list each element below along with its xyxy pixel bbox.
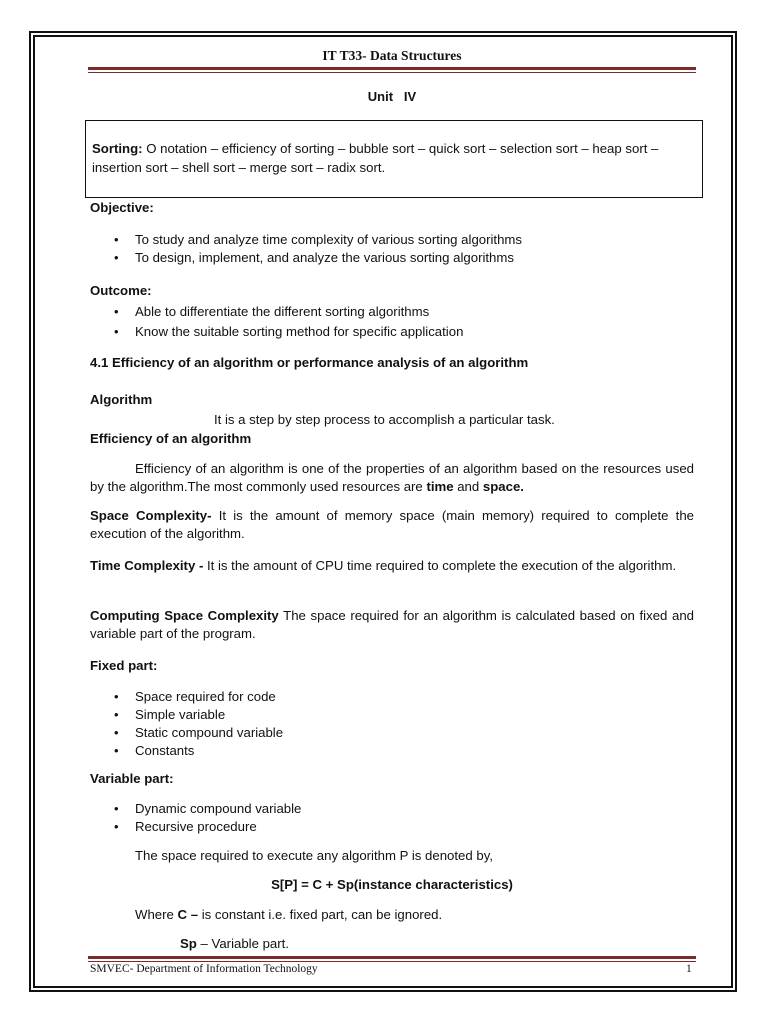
fixed-part-list xyxy=(90,688,700,760)
objective-list xyxy=(90,231,700,267)
footer-rule-thin xyxy=(88,961,696,962)
variable-part-heading: Variable part: xyxy=(90,771,174,786)
efficiency-space: space. xyxy=(482,478,524,494)
algorithm-definition: It is a step by step process to accomplish a particular task. xyxy=(214,412,555,427)
efficiency-and: and xyxy=(453,478,483,494)
where-text: is constant i.e. fixed part, can be ignored. xyxy=(198,907,443,922)
efficiency-text: Efficiency of an algorithm is one of the properties of an algorithm based on the resources used by the algorithm.The most commonly used resources are xyxy=(90,461,694,494)
computing-space-text: The space required for an algorithm is calculated based on fixed and variable part of the program. xyxy=(90,608,694,641)
objective-heading: Objective: xyxy=(90,200,154,215)
outcome-item: • Able to differentiate the different sorting algorithms xyxy=(90,302,700,322)
computing-space-paragraph xyxy=(90,607,694,642)
where-c: C – xyxy=(177,907,199,922)
space-complexity-text: It is the amount of memory space (main memory) required to complete the execution of the algorithm. xyxy=(90,508,694,541)
syllabus-box xyxy=(85,120,703,198)
sp-label: Sp xyxy=(180,936,197,951)
fixed-part-item: • Simple variable xyxy=(90,706,700,724)
space-complexity-paragraph xyxy=(90,507,694,542)
fixed-part-item: • Constants xyxy=(90,742,700,760)
space-formula: S[P] = C + Sp(instance characteristics) xyxy=(271,877,513,892)
space-complexity-label: Space Complexity- xyxy=(90,508,212,523)
syllabus-text: O notation – efficiency of sorting – bubble sort – quick sort – selection sort – heap sort – insertion sort – shell sort – merge sort – radix sort. xyxy=(92,141,659,175)
sp-text: – Variable part. xyxy=(196,936,289,951)
header-rule xyxy=(88,67,696,70)
syllabus-label: Sorting: xyxy=(92,141,143,156)
header-rule-thin xyxy=(88,72,696,73)
footer-department: SMVEC- Department of Information Technology xyxy=(90,963,318,975)
where-line xyxy=(135,906,442,924)
objective-item: • To design, implement, and analyze the various sorting algorithms xyxy=(90,249,700,267)
objective-item: • To study and analyze time complexity of various sorting algorithms xyxy=(90,231,700,249)
fixed-part-item: • Static compound variable xyxy=(90,724,700,742)
algorithm-heading: Algorithm xyxy=(90,392,153,407)
space-required-text: The space required to execute any algorithm P is denoted by, xyxy=(135,848,493,863)
efficiency-heading: Efficiency of an algorithm xyxy=(90,431,252,446)
outcome-list xyxy=(90,302,700,342)
page-header-title: IT T33- Data Structures xyxy=(322,48,462,63)
fixed-part-item: • Space required for code xyxy=(90,688,700,706)
footer-rule xyxy=(88,956,696,959)
efficiency-paragraph xyxy=(90,460,694,495)
efficiency-time: time xyxy=(426,478,454,494)
time-complexity-label: Time Complexity - xyxy=(90,558,204,573)
time-complexity-paragraph xyxy=(90,557,694,575)
outcome-heading: Outcome: xyxy=(90,283,152,298)
fixed-part-heading: Fixed part: xyxy=(90,658,158,673)
section-4-1-heading: 4.1 Efficiency of an algorithm or performance analysis of an algorithm xyxy=(90,355,529,370)
outcome-item: • Know the suitable sorting method for specific application xyxy=(90,322,700,342)
variable-part-item: • Dynamic compound variable xyxy=(90,800,700,818)
sp-line xyxy=(180,935,289,953)
variable-part-list xyxy=(90,800,700,836)
unit-title: Unit IV xyxy=(367,89,417,104)
computing-space-label: Computing Space Complexity xyxy=(90,608,279,623)
time-complexity-text: It is the amount of CPU time required to complete the execution of the algorithm. xyxy=(203,558,677,573)
variable-part-item: • Recursive procedure xyxy=(90,818,700,836)
where-prefix: Where xyxy=(135,907,178,922)
footer-page-number: 1 xyxy=(686,963,692,975)
